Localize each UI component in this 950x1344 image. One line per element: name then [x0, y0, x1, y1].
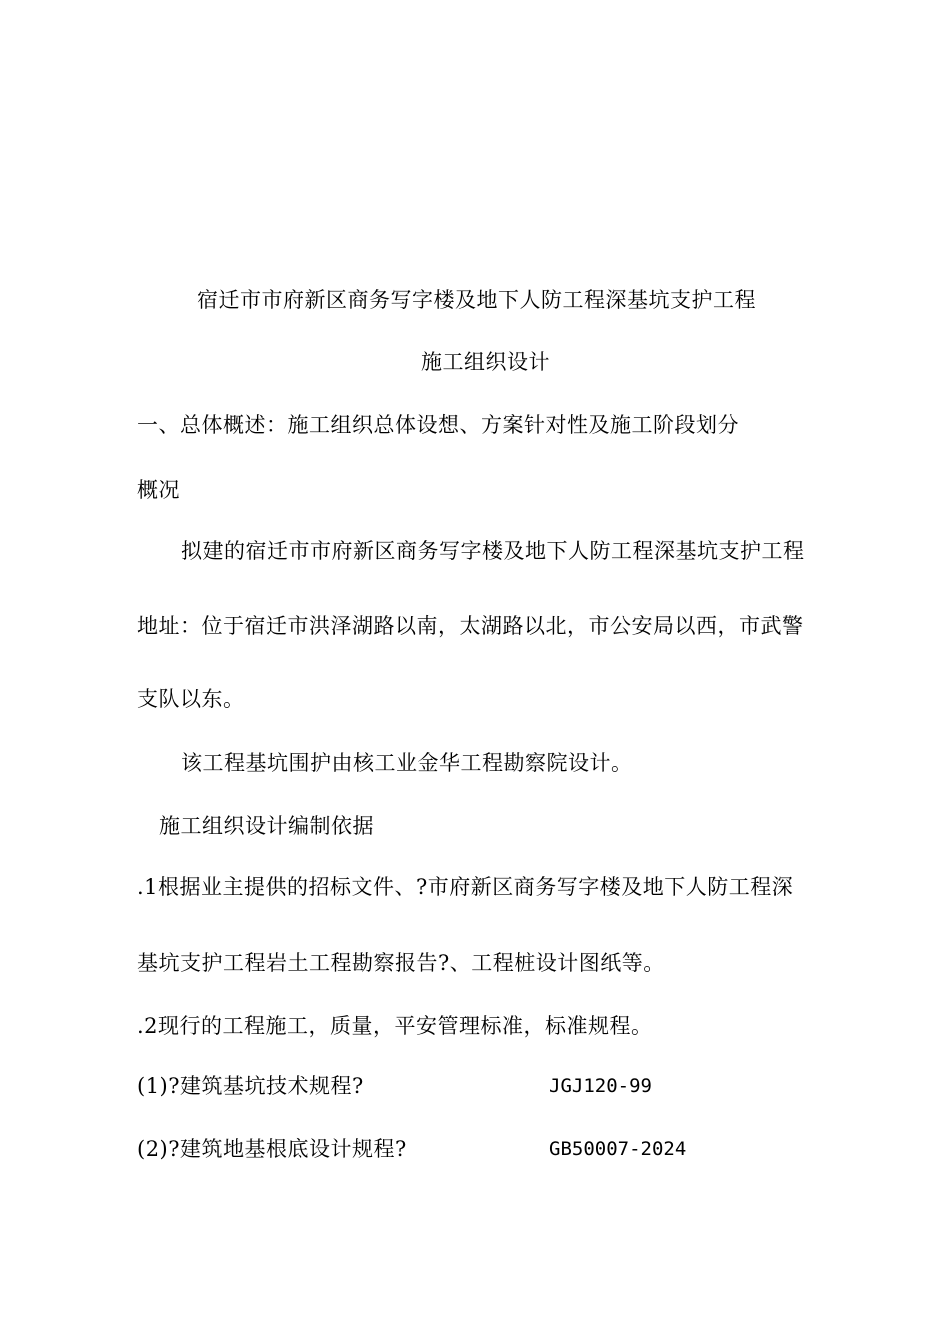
paragraph-line: 支队以东。: [137, 687, 245, 711]
list-item: .2现行的工程施工，质量，平安管理标准，标准规程。: [137, 1014, 653, 1038]
standard-name: (2)?建筑地基根底设计规程?: [137, 1137, 407, 1161]
section-heading: 一、总体概述：施工组织总体设想、方案针对性及施工阶段划分: [137, 413, 739, 437]
document-title-line1: 宿迁市市府新区商务写字楼及地下人防工程深基坑支护工程: [197, 288, 756, 312]
paragraph-line: 该工程基坑围护由核工业金华工程勘察院设计。: [181, 751, 633, 775]
list-item-line: .1根据业主提供的招标文件、?市府新区商务写字楼及地下人防工程深: [137, 875, 794, 899]
standard-code: GB50007-2024: [549, 1138, 687, 1160]
standard-name: (1)?建筑基坑技术规程?: [137, 1074, 364, 1098]
list-item-line: 基坑支护工程岩土工程勘察报告?、工程桩设计图纸等。: [137, 951, 665, 975]
document-title-line2: 施工组织设计: [421, 350, 550, 374]
paragraph-line: 地址：位于宿迁市洪泽湖路以南，太湖路以北，市公安局以西，市武警: [137, 614, 804, 638]
subheading-basis: 施工组织设计编制依据: [159, 814, 374, 838]
paragraph-line: 拟建的宿迁市市府新区商务写字楼及地下人防工程深基坑支护工程: [181, 539, 805, 563]
standard-code: JGJ120-99: [549, 1075, 652, 1097]
subheading-overview: 概况: [137, 478, 180, 502]
